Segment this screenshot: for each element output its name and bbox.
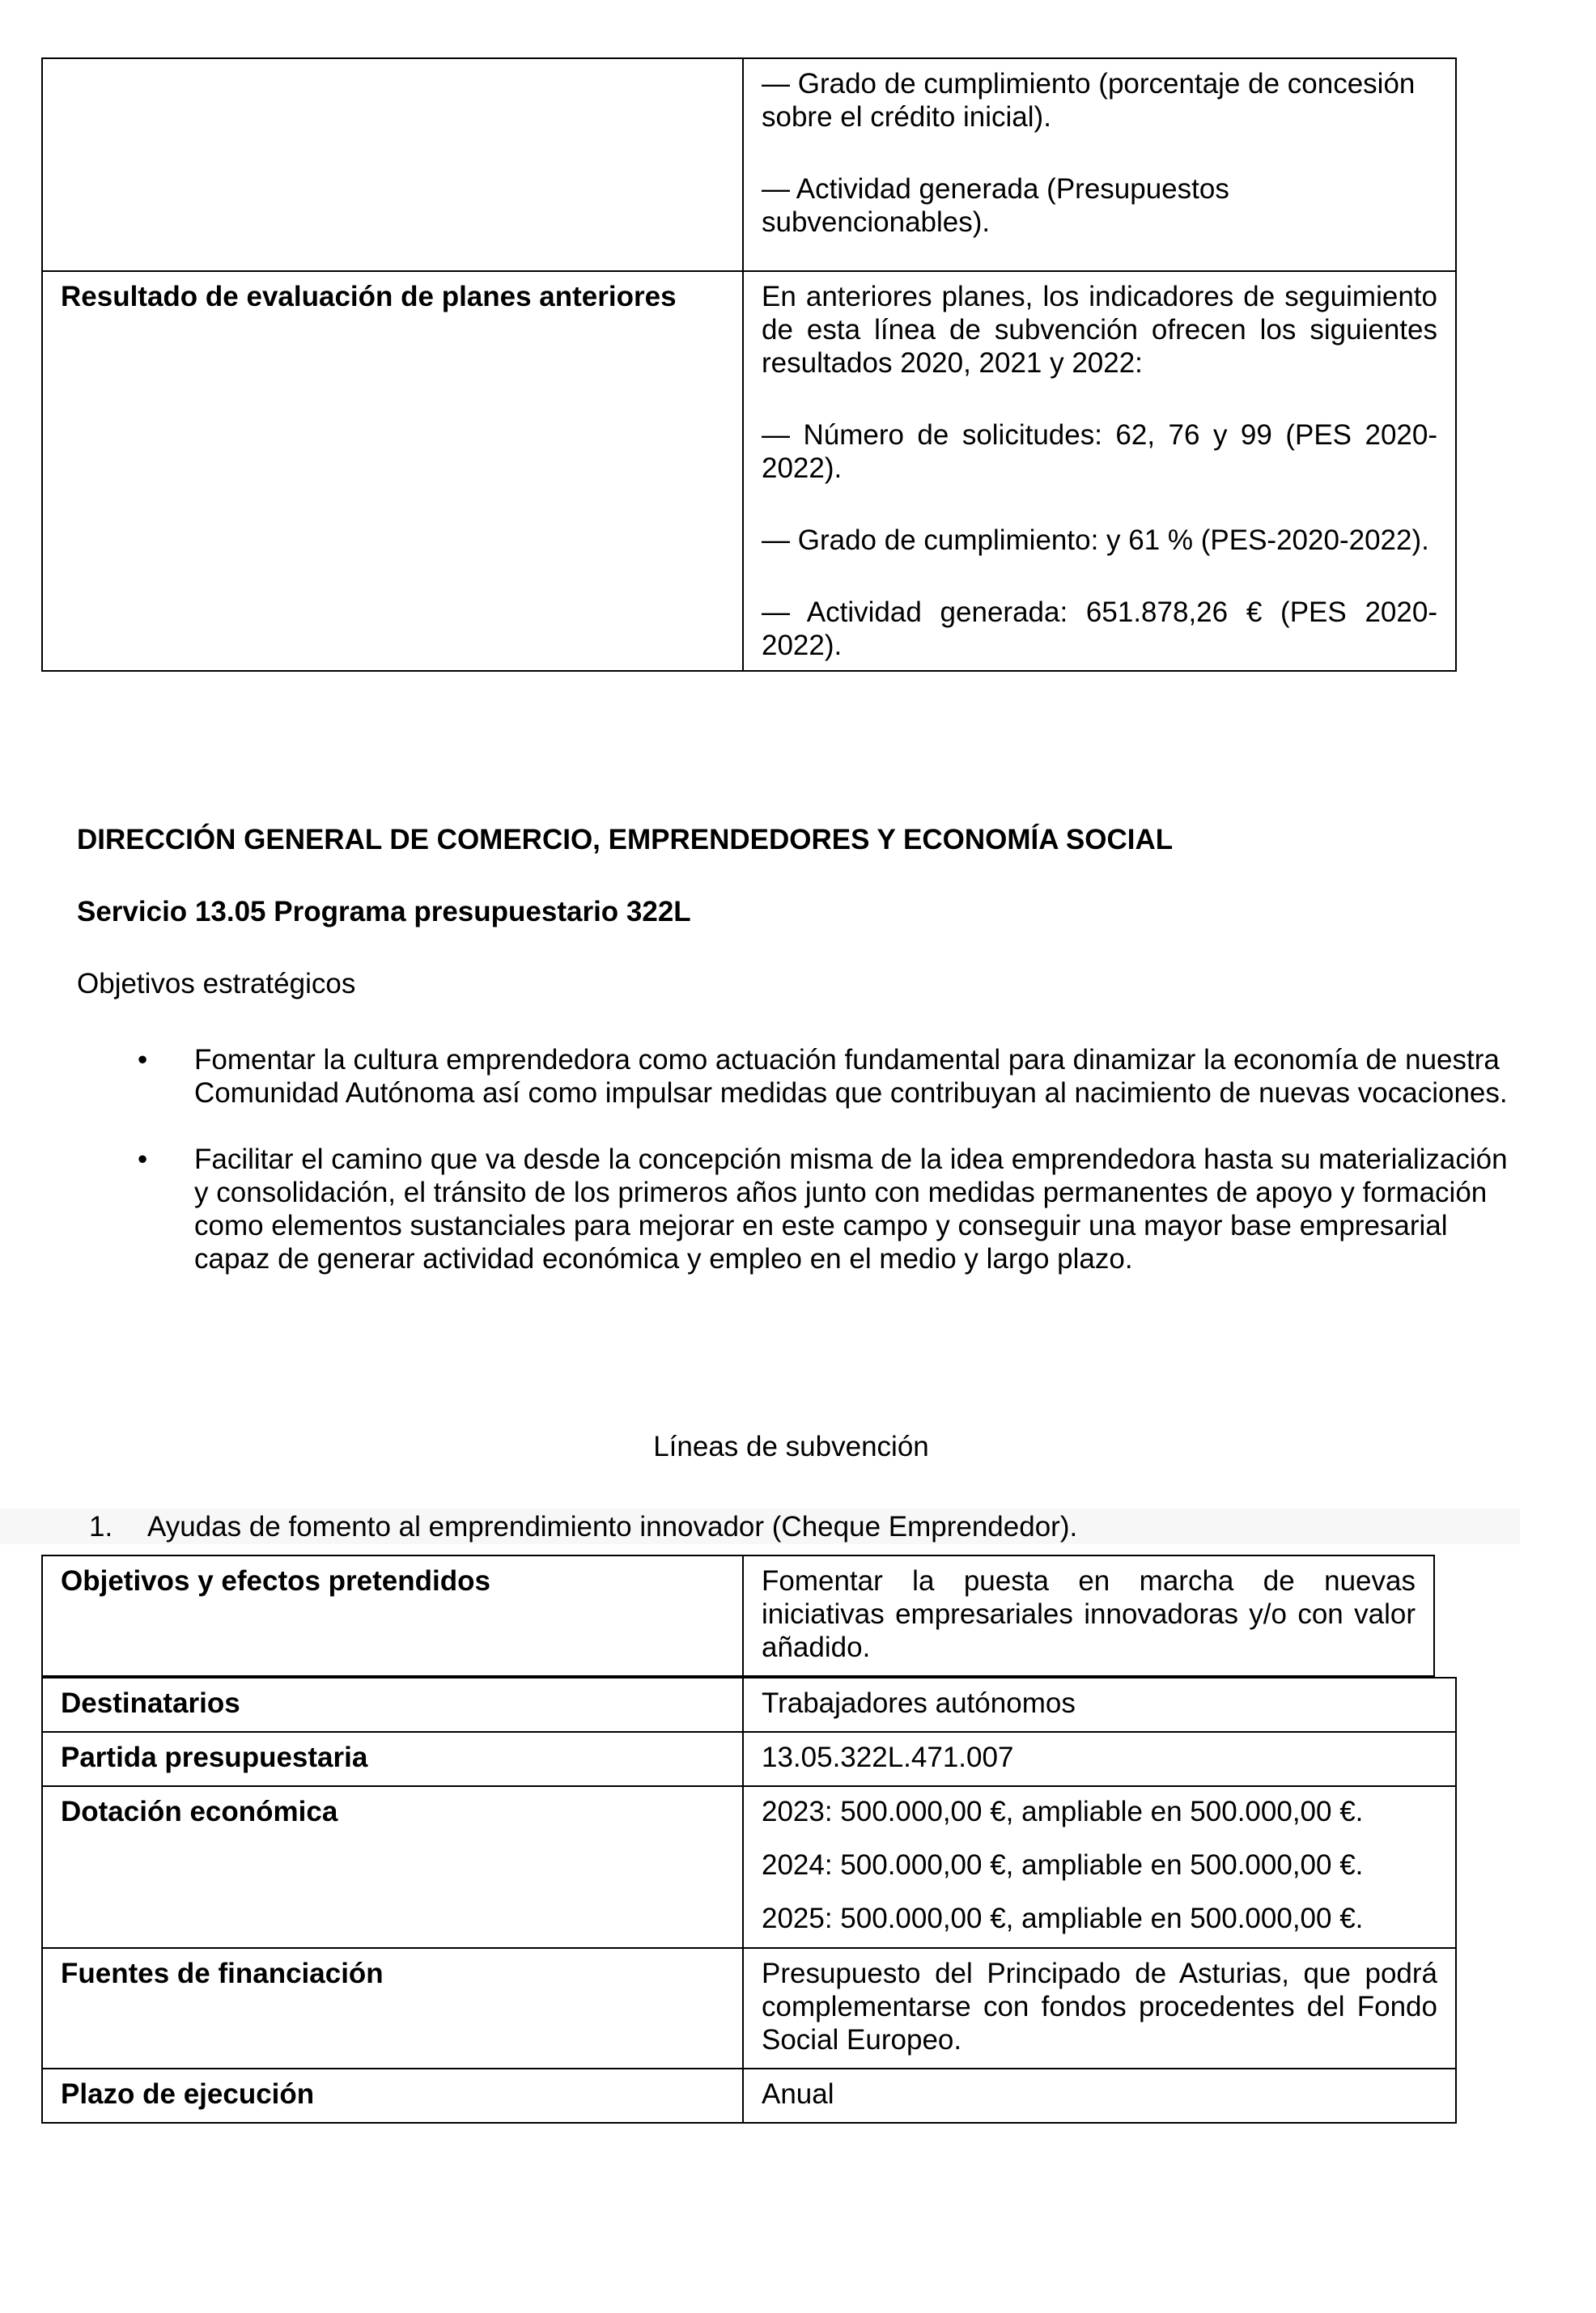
table-cell-value: Fomentar la puesta en marcha de nuevas iniciativas empresariales innovadoras y/o con valor añadido.: [743, 1555, 1434, 1676]
table-row: [42, 1732, 1456, 1786]
table-row: [42, 271, 1456, 671]
line-number: 1.: [89, 1511, 113, 1543]
objective-text: Fomentar la cultura emprendedora como actuación fundamental para dinamizar la economía de nuestra Comunidad Autónoma así como impulsar medidas que contribuyan al nacimiento de nuevas vocaciones.: [194, 1044, 1508, 1109]
budget-year: 2025: 500.000,00 €, ampliable en 500.000,00 €.: [762, 1903, 1364, 1934]
table-cell-label: Dotación económica: [42, 1786, 743, 1948]
subsidy-line-item: [0, 1509, 1520, 1544]
subsidy-table-head: [41, 1555, 1435, 1677]
table-cell-label: Resultado de evaluación de planes anteriores: [42, 271, 743, 671]
indicator-text: — Actividad generada (Presupuestos subvencionables).: [762, 173, 1229, 238]
table-row: [42, 1948, 1456, 2069]
table-cell-label: Destinatarios: [42, 1678, 743, 1732]
line-title: Ayudas de fomento al emprendimiento innovador (Cheque Emprendedor).: [147, 1511, 1078, 1543]
subsidy-table: [41, 1677, 1457, 2124]
table-cell-label: Partida presupuestaria: [42, 1732, 743, 1786]
section-heading: DIRECCIÓN GENERAL DE COMERCIO, EMPRENDEDORES Y ECONOMÍA SOCIAL: [77, 824, 1174, 855]
evaluation-table: [41, 57, 1457, 672]
table-cell-indicators: [743, 58, 1456, 271]
result-intro: En anteriores planes, los indicadores de seguimiento de esta línea de subvención ofrecen los siguientes resultados 2020, 2021 y 2022:: [762, 281, 1437, 379]
objectives-list: [0, 1043, 1510, 1275]
bullet-icon: •: [138, 1044, 148, 1076]
bullet-icon: •: [138, 1144, 148, 1175]
list-item: [0, 1043, 1510, 1110]
list-item: [0, 1143, 1510, 1275]
table-cell-label: [42, 58, 743, 271]
table-cell-value: Trabajadores autónomos: [743, 1678, 1456, 1732]
table-cell-value: 13.05.322L.471.007: [743, 1732, 1456, 1786]
table-cell-label: Fuentes de financiación: [42, 1948, 743, 2069]
table-cell-budget: [743, 1786, 1456, 1948]
result-item: — Actividad generada: 651.878,26 € (PES 2020-2022).: [762, 596, 1437, 661]
result-item: — Número de solicitudes: 62, 76 y 99 (PES 2020-2022).: [762, 419, 1437, 484]
table-cell-value: Anual: [743, 2069, 1456, 2123]
table-row: [42, 1678, 1456, 1732]
table-row: [42, 58, 1456, 271]
objectives-title: Objetivos estratégicos: [77, 968, 356, 999]
budget-year: 2023: 500.000,00 €, ampliable en 500.000,00 €.: [762, 1796, 1364, 1827]
result-item: — Grado de cumplimiento: y 61 % (PES-2020-2022).: [762, 524, 1429, 556]
indicator-text: — Grado de cumplimiento (porcentaje de concesión sobre el crédito inicial).: [762, 68, 1416, 133]
table-cell-label: Plazo de ejecución: [42, 2069, 743, 2123]
table-cell-value: Presupuesto del Principado de Asturias, que podrá complementarse con fondos procedentes del Fondo Social Europeo.: [743, 1948, 1456, 2069]
table-row: [42, 2069, 1456, 2123]
objective-text: Facilitar el camino que va desde la concepción misma de la idea emprendedora hasta su materialización y consolidación, el tránsito de los primeros años junto con medidas permanentes de apoyo y formación como elementos sustanciales para mejorar en este campo y conseguir una mayor base empresarial capaz de generar actividad económica y empleo en el medio y largo plazo.: [194, 1144, 1508, 1275]
service-heading: Servicio 13.05 Programa presupuestario 322L: [77, 896, 691, 927]
table-cell-label: Objetivos y efectos pretendidos: [42, 1555, 743, 1676]
lines-title: Líneas de subvención: [653, 1431, 929, 1462]
table-row: [42, 1786, 1456, 1948]
budget-year: 2024: 500.000,00 €, ampliable en 500.000,00 €.: [762, 1849, 1364, 1881]
table-row: [42, 1555, 1434, 1676]
table-cell-results: [743, 271, 1456, 671]
